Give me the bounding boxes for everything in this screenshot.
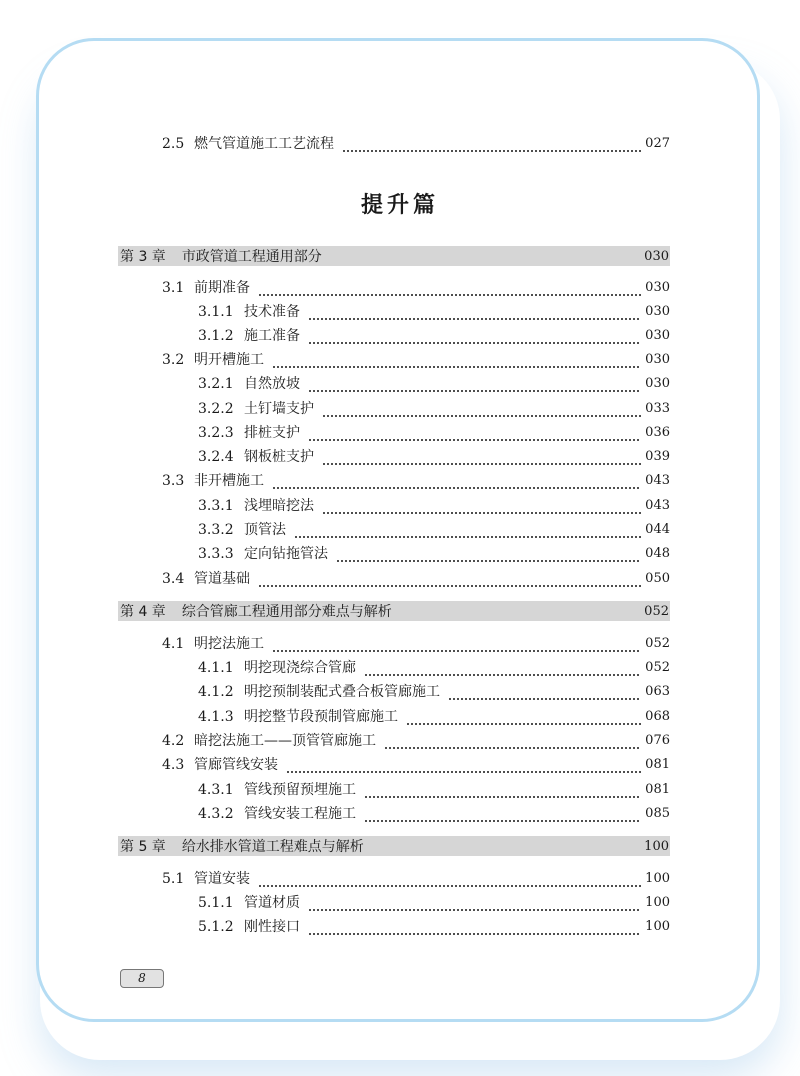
chapter-page: 030 bbox=[644, 248, 669, 264]
toc-entry[interactable] bbox=[198, 681, 670, 703]
chapter-label: 第 3 章 bbox=[120, 249, 166, 265]
toc-leader-dots bbox=[272, 633, 641, 655]
toc-entry-title: 排桩支护 bbox=[244, 425, 300, 441]
toc-leader-dots bbox=[322, 446, 641, 468]
toc-entry-page: 100 bbox=[645, 871, 670, 886]
toc-entry-title: 明挖预制装配式叠合板管廊施工 bbox=[244, 684, 440, 700]
toc-entry[interactable] bbox=[198, 519, 670, 541]
toc-leader-dots bbox=[258, 568, 641, 590]
toc-entry-page: 100 bbox=[645, 919, 670, 934]
toc-entry-title: 明开槽施工 bbox=[194, 352, 264, 368]
toc-entry-page: 033 bbox=[645, 401, 670, 416]
toc-entry-title: 刚性接口 bbox=[244, 919, 300, 935]
toc-entry-page: 050 bbox=[645, 571, 670, 586]
toc-entry-page: 030 bbox=[645, 352, 670, 367]
toc-leader-dots bbox=[286, 754, 641, 776]
toc-entry-number: 4.1.3 bbox=[198, 709, 234, 725]
toc-entry[interactable] bbox=[198, 301, 670, 323]
toc-entry[interactable] bbox=[198, 325, 670, 347]
toc-entry[interactable] bbox=[162, 277, 670, 299]
chapter-label: 第 5 章 bbox=[120, 839, 166, 855]
toc-entry-title: 管线安装工程施工 bbox=[244, 806, 356, 822]
toc-leader-dots bbox=[272, 349, 641, 371]
toc-entry-page: 039 bbox=[645, 449, 670, 464]
toc-entry-page: 081 bbox=[645, 757, 670, 772]
toc-entry[interactable] bbox=[162, 133, 670, 155]
toc-entry-title: 管道材质 bbox=[244, 895, 300, 911]
toc-entry-page: 052 bbox=[645, 660, 670, 675]
toc-leader-dots bbox=[384, 730, 641, 752]
toc-leader-dots bbox=[308, 301, 641, 323]
toc-entry-page: 030 bbox=[645, 304, 670, 319]
toc-entry-number: 3.4 bbox=[162, 571, 185, 587]
toc-entry-title: 浅埋暗挖法 bbox=[244, 498, 314, 514]
toc-entry-number: 3.2.3 bbox=[198, 425, 234, 441]
toc-leader-dots bbox=[308, 373, 641, 395]
toc-entry[interactable] bbox=[198, 422, 670, 444]
toc-entry-page: 052 bbox=[645, 636, 670, 651]
toc-entry-number: 3.2.2 bbox=[198, 401, 234, 417]
toc-entry-page: 081 bbox=[645, 782, 670, 797]
toc-entry-page: 036 bbox=[645, 425, 670, 440]
chapter-header[interactable] bbox=[118, 836, 670, 856]
toc-entry-page: 043 bbox=[645, 473, 670, 488]
toc-leader-dots bbox=[364, 803, 641, 825]
toc-entry-number: 3.3.1 bbox=[198, 498, 234, 514]
toc-leader-dots bbox=[308, 422, 641, 444]
chapter-header[interactable] bbox=[118, 601, 670, 621]
toc-entry-title: 定向钻拖管法 bbox=[244, 546, 328, 562]
toc-entry-title: 技术准备 bbox=[244, 304, 300, 320]
toc-entry-page: 030 bbox=[645, 280, 670, 295]
toc-entry-page: 030 bbox=[645, 328, 670, 343]
toc-entry[interactable] bbox=[198, 706, 670, 728]
page-number: 8 bbox=[120, 969, 164, 988]
toc-entry-title: 管线预留预埋施工 bbox=[244, 782, 356, 798]
chapter-page: 052 bbox=[644, 603, 669, 619]
chapter-title: 给水排水管道工程难点与解析 bbox=[181, 839, 364, 855]
toc-entry-title: 燃气管道施工工艺流程 bbox=[194, 136, 334, 152]
toc-leader-dots bbox=[322, 398, 641, 420]
chapter-label: 第 4 章 bbox=[120, 604, 166, 620]
toc-leader-dots bbox=[272, 470, 641, 492]
toc-entry-title: 明挖法施工 bbox=[194, 636, 264, 652]
toc-entry[interactable] bbox=[198, 803, 670, 825]
toc-entry-title: 明挖现浇综合管廊 bbox=[244, 660, 356, 676]
toc-entry-number: 3.3 bbox=[162, 473, 185, 489]
chapter-title: 市政管道工程通用部分 bbox=[181, 249, 322, 265]
toc-leader-dots bbox=[308, 892, 641, 914]
toc-entry-number: 2.5 bbox=[162, 136, 185, 152]
toc-entry[interactable] bbox=[162, 349, 670, 371]
toc-entry-page: 063 bbox=[645, 684, 670, 699]
toc-entry-number: 3.1 bbox=[162, 280, 185, 296]
toc-leader-dots bbox=[308, 916, 641, 938]
toc-entry-number: 3.3.2 bbox=[198, 522, 234, 538]
toc-leader-dots bbox=[364, 657, 641, 679]
toc-entry[interactable] bbox=[162, 868, 670, 890]
toc-entry-title: 前期准备 bbox=[194, 280, 250, 296]
toc-leader-dots bbox=[448, 681, 641, 703]
toc-entry[interactable] bbox=[198, 916, 670, 938]
toc-entry-title: 施工准备 bbox=[244, 328, 300, 344]
toc-entry-number: 4.3.2 bbox=[198, 806, 234, 822]
toc-leader-dots bbox=[258, 868, 641, 890]
toc-entry[interactable] bbox=[162, 470, 670, 492]
toc-entry[interactable] bbox=[198, 398, 670, 420]
toc-entry-page: 085 bbox=[645, 806, 670, 821]
toc-entry-number: 4.1 bbox=[162, 636, 185, 652]
toc-entry[interactable] bbox=[198, 779, 670, 801]
toc-entry-page: 076 bbox=[645, 733, 670, 748]
toc-leader-dots bbox=[308, 325, 641, 347]
toc-entry-number: 3.2 bbox=[162, 352, 185, 368]
toc-entry-number: 3.3.3 bbox=[198, 546, 234, 562]
toc-entry-page: 027 bbox=[645, 136, 670, 151]
toc-entry-number: 5.1 bbox=[162, 871, 185, 887]
toc-entry-number: 3.2.1 bbox=[198, 376, 234, 392]
toc-entry-number: 4.1.2 bbox=[198, 684, 234, 700]
toc-entry[interactable] bbox=[198, 446, 670, 468]
toc-leader-dots bbox=[258, 277, 641, 299]
chapter-title: 综合管廊工程通用部分难点与解析 bbox=[181, 604, 392, 620]
toc-entry[interactable] bbox=[162, 730, 670, 752]
toc-entry-number: 4.2 bbox=[162, 733, 185, 749]
toc-entry[interactable] bbox=[162, 633, 670, 655]
toc-entry-title: 钢板桩支护 bbox=[244, 449, 314, 465]
toc-entry[interactable] bbox=[198, 373, 670, 395]
toc-entry-title: 顶管法 bbox=[244, 522, 286, 538]
toc-entry[interactable] bbox=[198, 543, 670, 565]
toc-entry-number: 5.1.2 bbox=[198, 919, 234, 935]
toc-entry-title: 土钉墙支护 bbox=[244, 401, 314, 417]
toc-entry-title: 管道基础 bbox=[194, 571, 250, 587]
toc-entry-page: 044 bbox=[645, 522, 670, 537]
toc-entry-title: 管道安装 bbox=[194, 871, 250, 887]
section-heading: 提升篇 bbox=[360, 193, 439, 218]
toc-entry[interactable] bbox=[162, 754, 670, 776]
toc-entry-title: 暗挖法施工——顶管管廊施工 bbox=[194, 733, 376, 749]
chapter-header[interactable] bbox=[118, 246, 670, 266]
toc-entry-number: 4.3 bbox=[162, 757, 185, 773]
toc-leader-dots bbox=[294, 519, 641, 541]
toc-entry-number: 3.1.1 bbox=[198, 304, 234, 320]
toc-entry-page: 048 bbox=[645, 546, 670, 561]
toc-entry-number: 4.3.1 bbox=[198, 782, 234, 798]
toc-entry-number: 3.1.2 bbox=[198, 328, 234, 344]
toc-entry-number: 4.1.1 bbox=[198, 660, 234, 676]
toc-entry-title: 自然放坡 bbox=[244, 376, 300, 392]
toc-entry-page: 043 bbox=[645, 498, 670, 513]
toc-entry-title: 明挖整节段预制管廊施工 bbox=[244, 709, 398, 725]
toc-entry[interactable] bbox=[198, 657, 670, 679]
toc-entry-title: 非开槽施工 bbox=[194, 473, 264, 489]
toc-leader-dots bbox=[336, 543, 641, 565]
toc-leader-dots bbox=[406, 706, 641, 728]
toc-entry-number: 5.1.1 bbox=[198, 895, 234, 911]
toc-entry[interactable] bbox=[198, 495, 670, 517]
toc-entry[interactable] bbox=[162, 568, 670, 590]
toc-entry-title: 管廊管线安装 bbox=[194, 757, 278, 773]
toc-leader-dots bbox=[364, 779, 641, 801]
toc-entry-page: 100 bbox=[645, 895, 670, 910]
toc-entry-page: 030 bbox=[645, 376, 670, 391]
toc-leader-dots bbox=[322, 495, 641, 517]
toc-entry-page: 068 bbox=[645, 709, 670, 724]
toc-leader-dots bbox=[342, 133, 641, 155]
chapter-page: 100 bbox=[644, 838, 669, 854]
toc-entry-number: 3.2.4 bbox=[198, 449, 234, 465]
toc-entry[interactable] bbox=[198, 892, 670, 914]
